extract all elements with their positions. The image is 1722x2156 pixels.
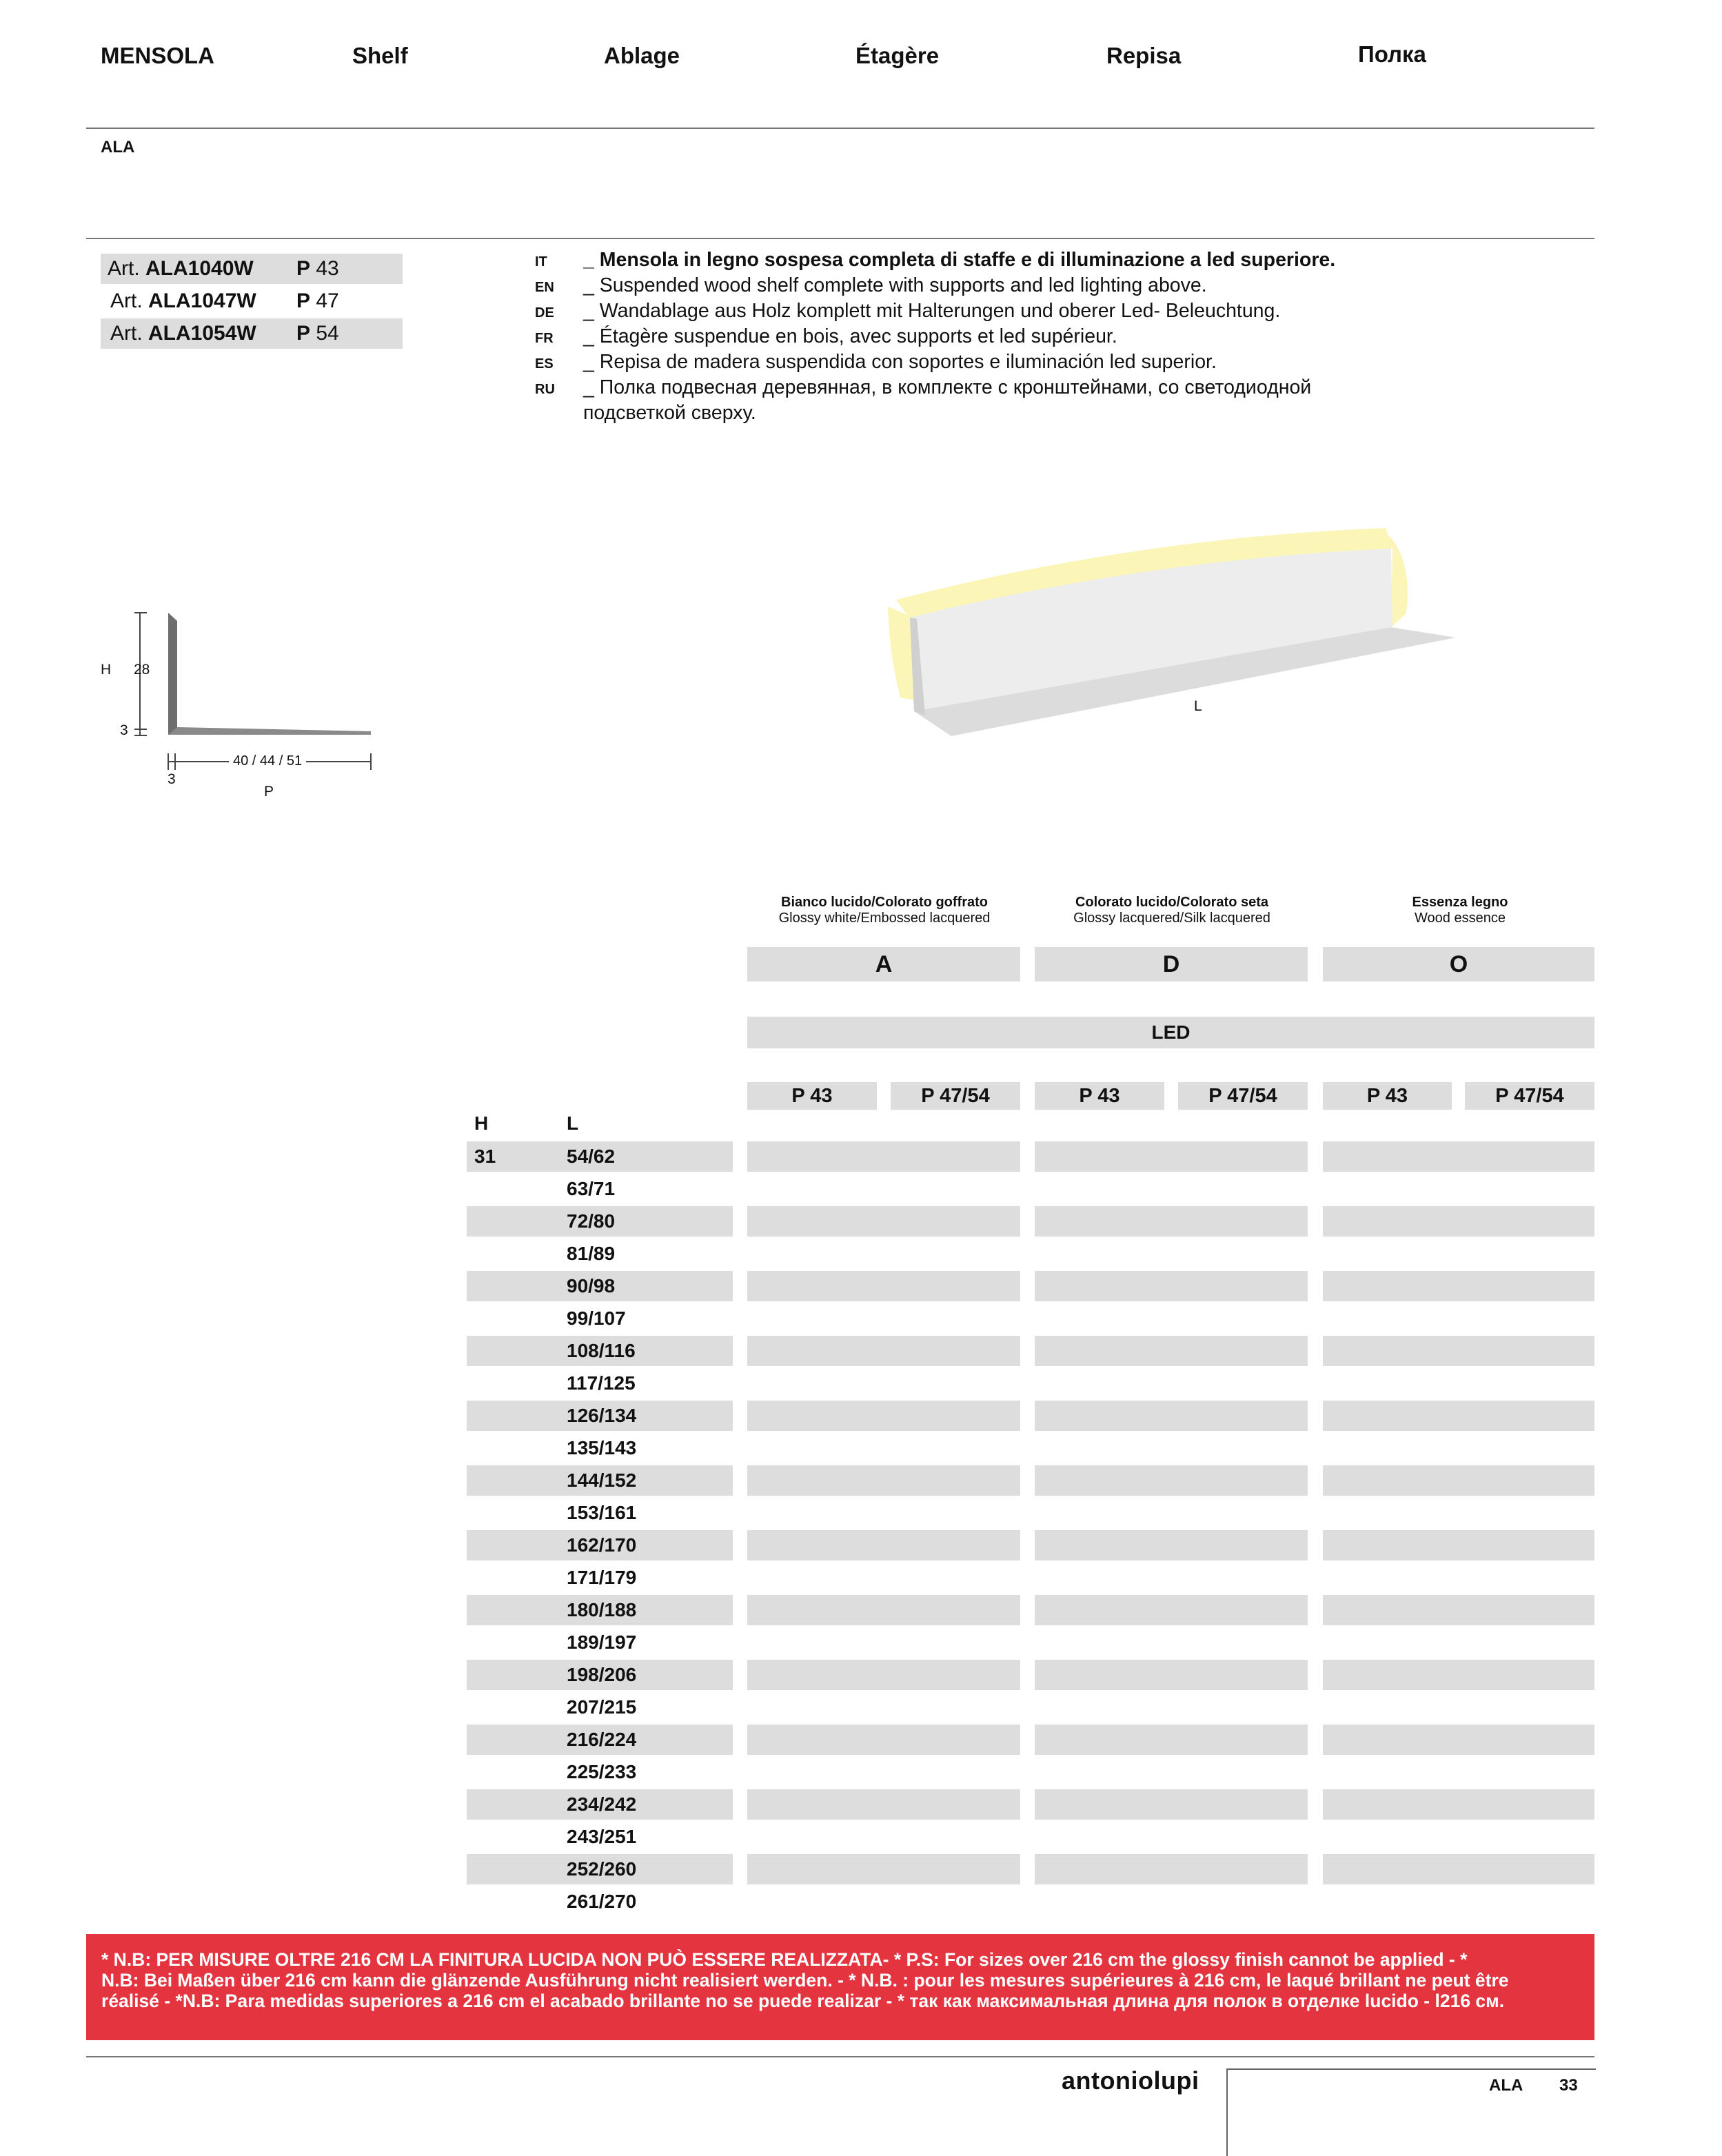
description-text: подсветкой сверху. bbox=[583, 402, 756, 424]
section-divider bbox=[86, 238, 1594, 239]
thickness-left: 3 bbox=[120, 722, 128, 738]
description-text: _ Étagère suspendue en bois, avec supports et led supérieur. bbox=[583, 325, 1117, 347]
table-cell bbox=[1035, 1595, 1308, 1625]
length-value: 189/197 bbox=[567, 1631, 637, 1653]
led-bar: LED bbox=[747, 1017, 1594, 1048]
lang-code: IT bbox=[535, 254, 547, 270]
table-cell bbox=[1323, 1789, 1594, 1820]
lang-code: DE bbox=[535, 305, 554, 321]
article-depth: 43 bbox=[316, 257, 339, 280]
length-value: 144/152 bbox=[567, 1469, 637, 1491]
finish-code-a: A bbox=[747, 947, 1020, 982]
article-code: ALA1040W bbox=[145, 257, 254, 280]
depth-dimension: 40 / 44 / 51 bbox=[229, 753, 306, 769]
length-value: 216/224 bbox=[567, 1729, 637, 1750]
length-value: 126/134 bbox=[567, 1405, 637, 1426]
length-value: 72/80 bbox=[567, 1210, 616, 1232]
table-cell bbox=[1323, 1336, 1594, 1366]
article-row bbox=[101, 254, 403, 284]
length-value: 108/116 bbox=[567, 1340, 636, 1361]
table-cell bbox=[1323, 1530, 1594, 1560]
h-value: 31 bbox=[474, 1146, 496, 1167]
length-value: 225/233 bbox=[567, 1761, 637, 1782]
description-text: _ Mensola in legno sospesa completa di staffe e di illuminazione a led superiore. bbox=[583, 249, 1336, 271]
header-divider bbox=[86, 128, 1594, 129]
length-value: 171/179 bbox=[567, 1567, 637, 1588]
finish-name-it: Essenza legno bbox=[1412, 895, 1508, 910]
length-value: 117/125 bbox=[567, 1372, 636, 1394]
shelf-render-svg bbox=[875, 517, 1475, 744]
table-cell bbox=[1035, 1725, 1308, 1755]
art-prefix: Art. bbox=[110, 289, 143, 312]
depth-column-header: P 47/54 bbox=[1465, 1082, 1594, 1110]
finish-name-it: Colorato lucido/Colorato seta bbox=[1075, 895, 1269, 910]
art-prefix: Art. bbox=[110, 322, 143, 345]
note-line: N.B: Bei Maßen über 216 cm kann die glänzende Ausführung nicht realisiert werden. - * N.B. : pour les mesures supérieures à 216 cm, le laqué brillant ne peut être bbox=[101, 1970, 1509, 1991]
h-label: H bbox=[101, 662, 112, 678]
footer-box bbox=[1226, 2068, 1596, 2156]
finish-header-a bbox=[747, 895, 1022, 926]
warning-note bbox=[86, 1934, 1594, 2040]
header-title-en: Shelf bbox=[352, 43, 408, 68]
product-image bbox=[875, 517, 1475, 744]
length-value: 63/71 bbox=[567, 1178, 616, 1199]
finish-code-d: D bbox=[1035, 947, 1308, 982]
table-cell bbox=[1035, 1206, 1308, 1237]
finish-code-o: O bbox=[1323, 947, 1594, 982]
description-text: _ Полка подвесная деревянная, в комплекте с кронштейнами, со светодиодной bbox=[583, 376, 1312, 398]
section-label: ALA bbox=[101, 138, 135, 156]
table-cell bbox=[747, 1725, 1020, 1755]
table-cell bbox=[1323, 1595, 1594, 1625]
header-title-it: MENSOLA bbox=[101, 43, 214, 68]
description-text: _ Repisa de madera suspendida con soportes e iluminación led superior. bbox=[583, 351, 1217, 373]
table-cell bbox=[747, 1336, 1020, 1366]
table-cell bbox=[747, 1271, 1020, 1301]
lang-code: FR bbox=[535, 331, 554, 346]
length-value: 99/107 bbox=[567, 1308, 626, 1329]
table-cell bbox=[1035, 1854, 1308, 1884]
table-cell bbox=[1035, 1336, 1308, 1366]
length-value: 90/98 bbox=[567, 1275, 616, 1296]
article-code: ALA1054W bbox=[148, 322, 256, 345]
depth-column-header: P 43 bbox=[1035, 1082, 1164, 1110]
header-title-ru: Полка bbox=[1358, 41, 1426, 67]
table-cell bbox=[747, 1854, 1020, 1884]
table-cell bbox=[1323, 1141, 1594, 1172]
table-cell bbox=[1035, 1789, 1308, 1820]
depth-prefix: P bbox=[296, 322, 311, 345]
table-cell bbox=[1323, 1401, 1594, 1431]
lang-code: RU bbox=[535, 382, 555, 397]
header-title-de: Ablage bbox=[604, 43, 680, 68]
depth-column-header: P 47/54 bbox=[891, 1082, 1020, 1110]
depth-column-header: P 43 bbox=[747, 1082, 877, 1110]
h-value: 28 bbox=[134, 662, 150, 678]
table-cell bbox=[1035, 1465, 1308, 1496]
header-title-es: Repisa bbox=[1106, 43, 1182, 68]
table-cell bbox=[747, 1401, 1020, 1431]
table-cell bbox=[1323, 1206, 1594, 1237]
footer-section: ALA bbox=[1489, 2076, 1523, 2095]
table-cell bbox=[1323, 1854, 1594, 1884]
table-cell bbox=[1323, 1465, 1594, 1496]
page-number: 33 bbox=[1559, 2076, 1578, 2095]
table-cell bbox=[747, 1660, 1020, 1690]
h-column-header: H bbox=[474, 1112, 489, 1134]
finish-name-en: Wood essence bbox=[1415, 911, 1506, 926]
profile-drawing bbox=[97, 603, 386, 810]
table-cell bbox=[747, 1465, 1020, 1496]
table-cell bbox=[1035, 1530, 1308, 1560]
thickness-bottom: 3 bbox=[168, 771, 176, 787]
finish-name-en: Glossy white/Embossed lacquered bbox=[778, 911, 991, 926]
art-prefix: Art. bbox=[108, 257, 140, 280]
table-cell bbox=[747, 1141, 1020, 1172]
table-cell bbox=[747, 1595, 1020, 1625]
table-cell bbox=[1035, 1401, 1308, 1431]
finish-header-d bbox=[1035, 895, 1309, 926]
brand-logo: antoniolupi bbox=[1062, 2066, 1199, 2095]
table-cell bbox=[1323, 1725, 1594, 1755]
p-label: P bbox=[264, 784, 274, 800]
lang-code: ES bbox=[535, 356, 554, 372]
table-cell bbox=[747, 1206, 1020, 1237]
length-value: 198/206 bbox=[567, 1664, 637, 1685]
table-cell bbox=[1035, 1660, 1308, 1690]
profile-drawing-svg bbox=[97, 603, 386, 810]
l-label: L bbox=[1194, 698, 1202, 714]
length-value: 162/170 bbox=[567, 1534, 637, 1556]
article-code: ALA1047W bbox=[148, 289, 256, 312]
table-cell bbox=[1035, 1271, 1308, 1301]
length-value: 180/188 bbox=[567, 1599, 637, 1620]
note-line: * N.B: PER MISURE OLTRE 216 CM LA FINITURA LUCIDA NON PUÒ ESSERE REALIZZATA- * P.S: For sizes over 216 cm the glossy finish cannot be applied - * bbox=[101, 1949, 1468, 1970]
l-column-header: L bbox=[567, 1112, 579, 1134]
article-row bbox=[101, 286, 403, 316]
table-cell bbox=[747, 1789, 1020, 1820]
length-value: 135/143 bbox=[567, 1437, 637, 1458]
description-text: _ Suspended wood shelf complete with supports and led lighting above. bbox=[583, 274, 1207, 296]
article-row bbox=[101, 318, 403, 349]
footer-divider bbox=[86, 2056, 1594, 2057]
finish-name-en: Glossy lacquered/Silk lacquered bbox=[1073, 911, 1270, 926]
note-line: réalisé - *N.B: Para medidas superiores a 216 cm el acabado brillante no se puede realizar - * так как максимальная длина для полок в отделке lucido - l216 см. bbox=[101, 1991, 1505, 2011]
finish-name-it: Bianco lucido/Colorato goffrato bbox=[781, 895, 988, 910]
table-cell bbox=[1035, 1141, 1308, 1172]
length-value: 243/251 bbox=[567, 1826, 637, 1847]
table-cell bbox=[1323, 1660, 1594, 1690]
depth-column-header: P 43 bbox=[1323, 1082, 1452, 1110]
description-text: _ Wandablage aus Holz komplett mit Halterungen und oberer Led- Beleuchtung. bbox=[583, 300, 1281, 322]
table-cell bbox=[1323, 1271, 1594, 1301]
length-value: 207/215 bbox=[567, 1696, 637, 1718]
length-value: 54/62 bbox=[567, 1146, 616, 1167]
depth-prefix: P bbox=[296, 257, 311, 280]
length-value: 81/89 bbox=[567, 1243, 616, 1264]
header-title-fr: Étagère bbox=[855, 43, 940, 68]
article-depth: 54 bbox=[316, 322, 339, 345]
length-value: 234/242 bbox=[567, 1793, 637, 1815]
lang-code: EN bbox=[535, 280, 554, 295]
length-value: 261/270 bbox=[567, 1891, 637, 1912]
article-depth: 47 bbox=[316, 289, 339, 312]
finish-header-o bbox=[1323, 895, 1597, 926]
depth-prefix: P bbox=[296, 289, 311, 312]
depth-column-header: P 47/54 bbox=[1178, 1082, 1308, 1110]
table-cell bbox=[747, 1530, 1020, 1560]
length-value: 153/161 bbox=[567, 1502, 637, 1523]
length-value: 252/260 bbox=[567, 1858, 637, 1880]
